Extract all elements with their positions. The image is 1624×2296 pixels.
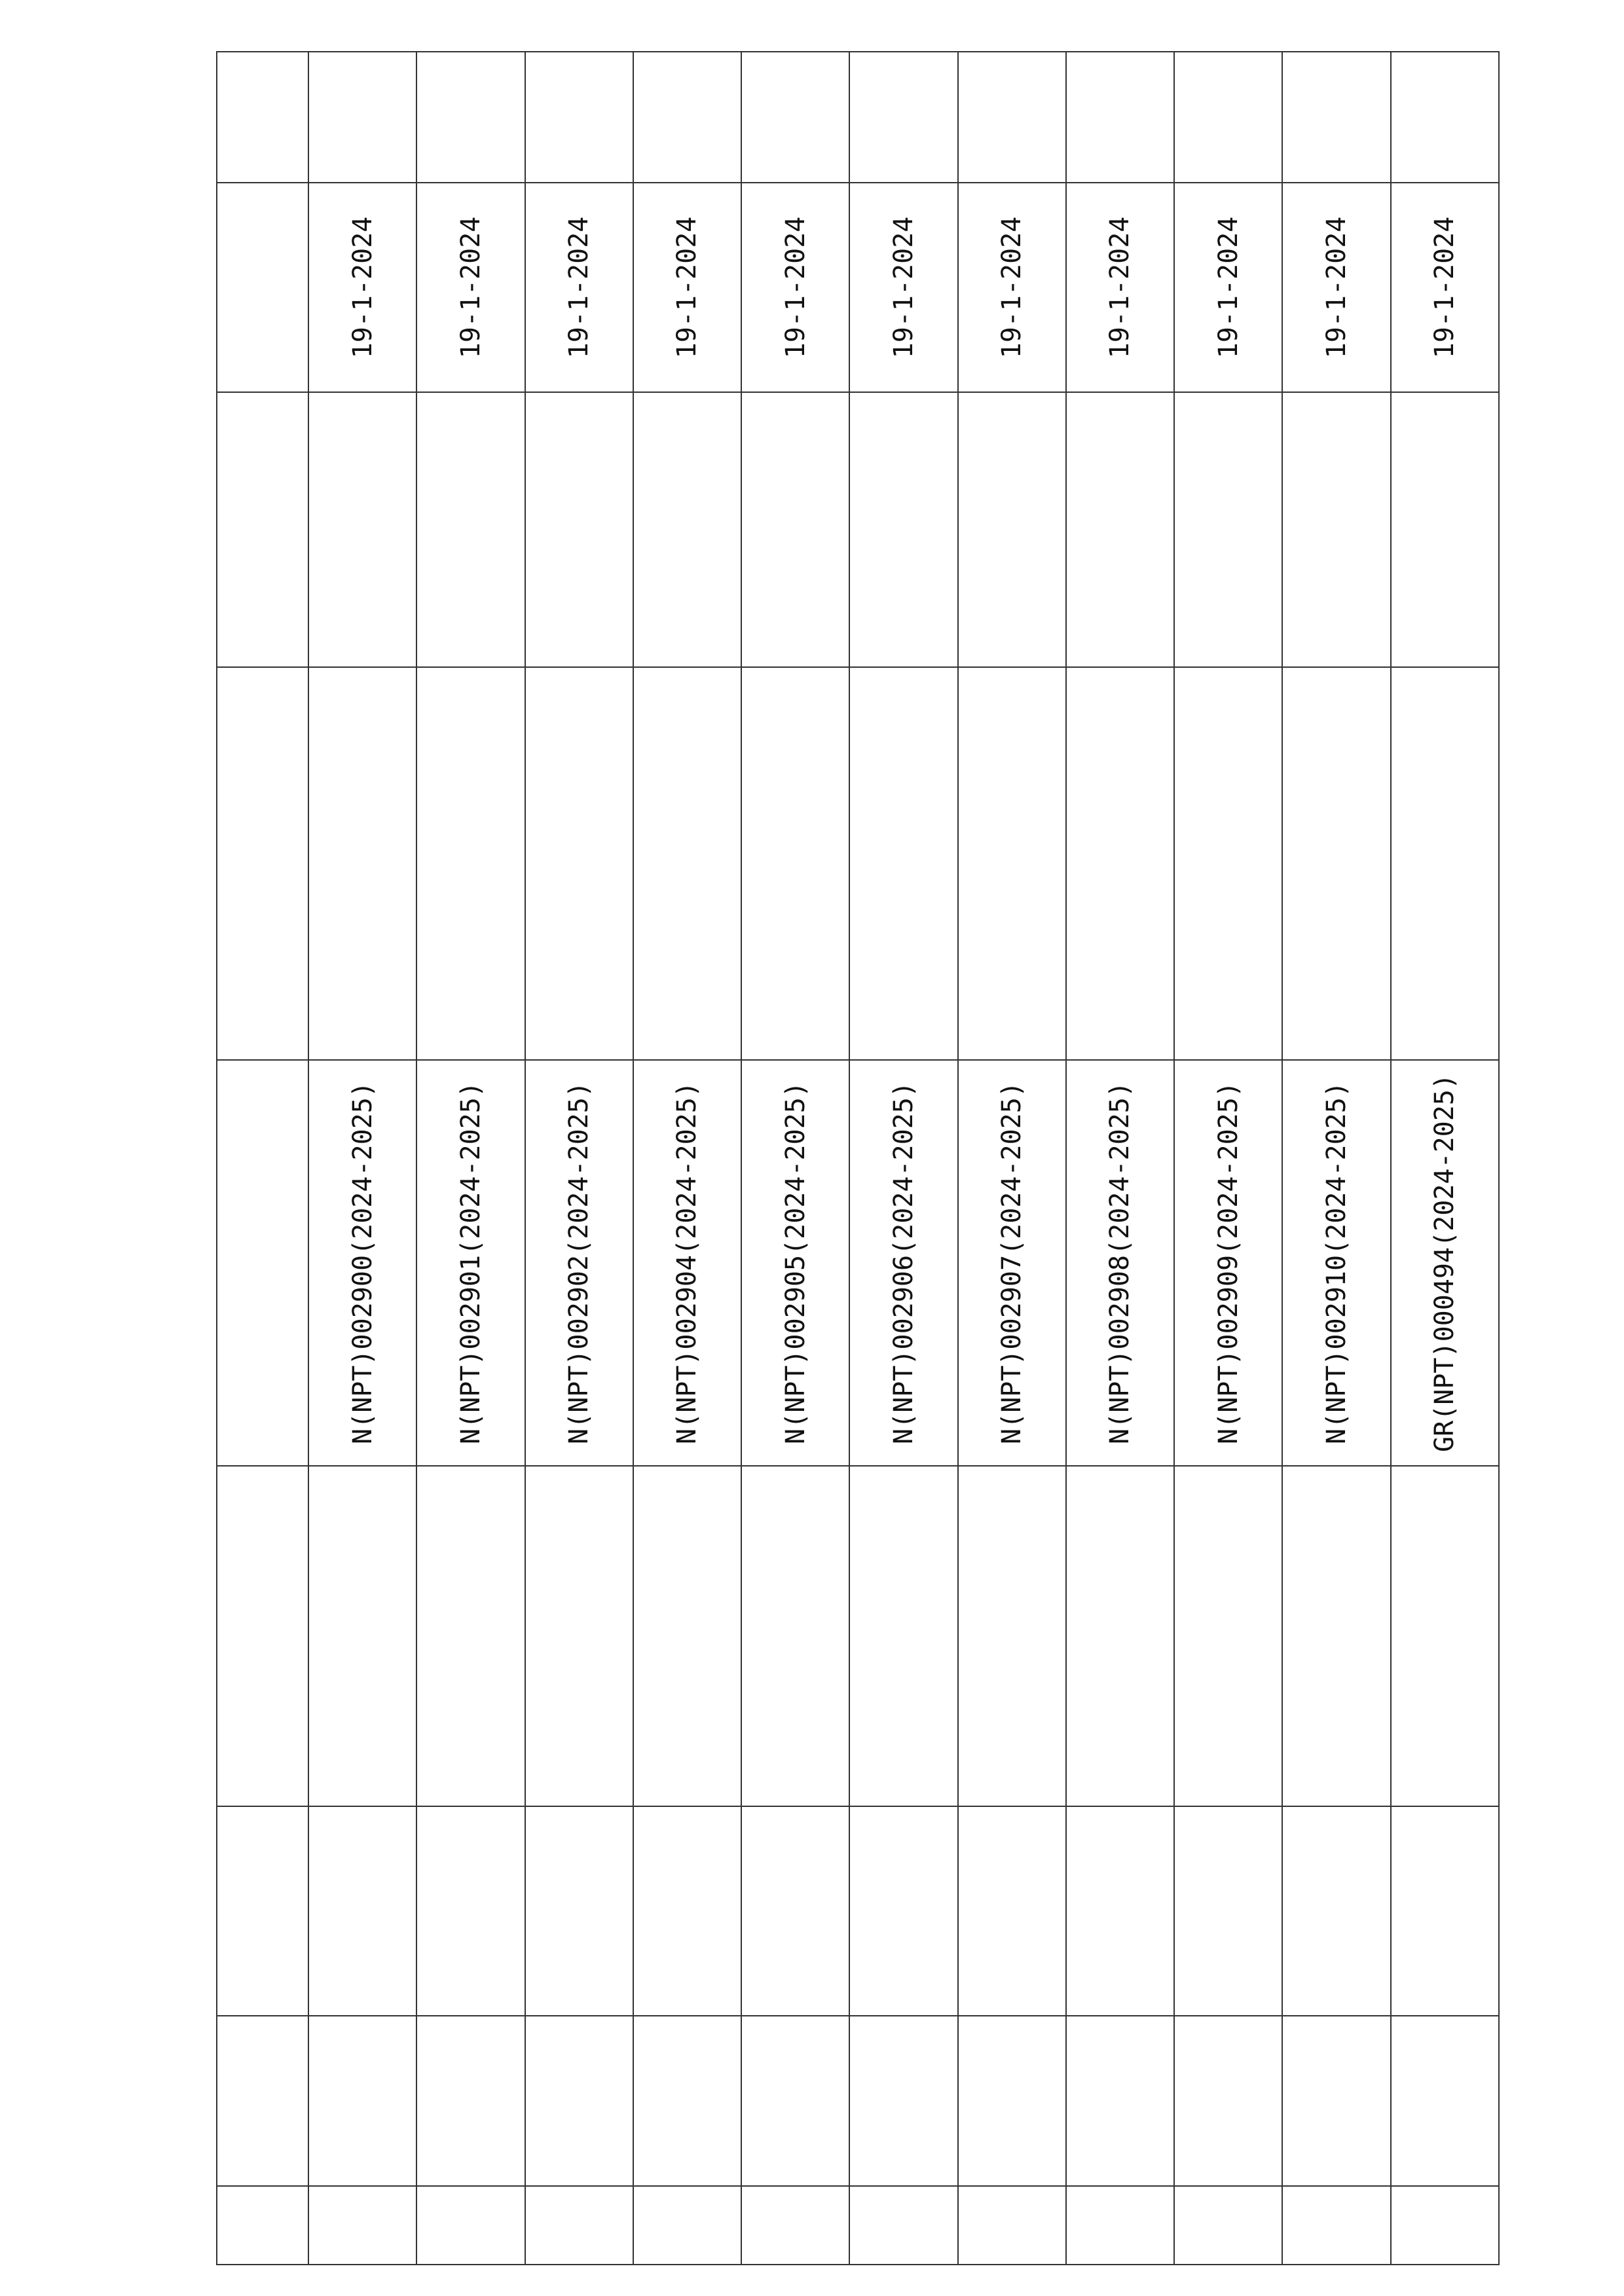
- rotated-page: [118, 52, 1513, 2265]
- table-cell: [1066, 2016, 1174, 2186]
- header-cell: [217, 392, 308, 667]
- table-cell: [1174, 1806, 1282, 2016]
- header-cell: [217, 183, 308, 392]
- table-cell: [416, 392, 525, 667]
- table-cell: [525, 2186, 633, 2265]
- table-cell: [958, 1806, 1066, 2016]
- table-cell: [741, 667, 849, 1060]
- table-row: [958, 52, 1066, 2265]
- table-cell: 19-1-2024: [416, 183, 525, 392]
- table-cell: 19-1-2024: [308, 183, 416, 392]
- header-cell: [217, 2186, 308, 2265]
- table-row: [416, 52, 525, 2265]
- table-cell: [741, 52, 849, 183]
- table-cell: [1066, 2186, 1174, 2265]
- table-cell: [525, 1466, 633, 1806]
- table-cell: [1391, 2016, 1499, 2186]
- table-cell: 19-1-2024: [1174, 183, 1282, 392]
- table-cell: [525, 1806, 633, 2016]
- table-cell: [633, 667, 741, 1060]
- table-row: [1174, 52, 1282, 2265]
- table-cell: [741, 2016, 849, 2186]
- table-row: [849, 52, 957, 2265]
- table-cell: N(NPT)002907(2024-2025): [958, 1060, 1066, 1466]
- table-cell: [633, 1466, 741, 1806]
- header-cell: [217, 1806, 308, 2016]
- table-cell: N(NPT)002905(2024-2025): [741, 1060, 849, 1466]
- document-title: [118, 52, 203, 2265]
- table-cell: [849, 1806, 957, 2016]
- table-cell: N(NPT)002910(2024-2025): [1282, 1060, 1390, 1466]
- table-cell: [1174, 1466, 1282, 1806]
- table-row: [308, 52, 416, 2265]
- header-cell: [217, 1060, 308, 1466]
- table-cell: 19-1-2024: [1282, 183, 1390, 392]
- table-cell: [1066, 667, 1174, 1060]
- table-cell: N(NPT)002908(2024-2025): [1066, 1060, 1174, 1466]
- table-cell: [1391, 667, 1499, 1060]
- table-cell: [1174, 667, 1282, 1060]
- table-cell: [308, 667, 416, 1060]
- header-cell: [217, 2016, 308, 2186]
- table-cell: [741, 1466, 849, 1806]
- table-cell: 19-1-2024: [958, 183, 1066, 392]
- table-cell: [1282, 392, 1390, 667]
- table-cell: [525, 667, 633, 1060]
- table-cell: N(NPT)002909(2024-2025): [1174, 1060, 1282, 1466]
- table-cell: [1066, 1466, 1174, 1806]
- table-cell: [741, 392, 849, 667]
- header-row: [217, 52, 308, 2265]
- header-cell: [217, 1466, 308, 1806]
- table-row: [741, 52, 849, 2265]
- table-cell: [741, 1806, 849, 2016]
- table-cell: [958, 1466, 1066, 1806]
- table-cell: [633, 2186, 741, 2265]
- table-cell: 19-1-2024: [1391, 183, 1499, 392]
- table-cell: [525, 2016, 633, 2186]
- table-row: [525, 52, 633, 2265]
- table-row: [1391, 52, 1499, 2265]
- table-cell: [416, 2016, 525, 2186]
- table-cell: [308, 1806, 416, 2016]
- table-cell: [1174, 392, 1282, 667]
- table-cell: N(NPT)002900(2024-2025): [308, 1060, 416, 1466]
- table-cell: [525, 392, 633, 667]
- table-cell: [633, 2016, 741, 2186]
- header-cell: [217, 52, 308, 183]
- table-cell: [849, 2016, 957, 2186]
- table-cell: [958, 392, 1066, 667]
- table-cell: [416, 667, 525, 1060]
- table-cell: [308, 2016, 416, 2186]
- table-cell: [958, 2186, 1066, 2265]
- table-cell: [416, 52, 525, 183]
- table-cell: [1391, 1466, 1499, 1806]
- table-cell: [633, 52, 741, 183]
- table-cell: [849, 2186, 957, 2265]
- table-cell: N(NPT)002901(2024-2025): [416, 1060, 525, 1466]
- table-cell: [1174, 2186, 1282, 2265]
- table-cell: [1174, 52, 1282, 183]
- table-cell: 19-1-2024: [633, 183, 741, 392]
- table-cell: [416, 1806, 525, 2016]
- table-cell: [1282, 52, 1390, 183]
- table-body: [308, 52, 1499, 2265]
- table-cell: [958, 2016, 1066, 2186]
- table-cell: [1066, 52, 1174, 183]
- table-cell: [416, 1466, 525, 1806]
- table-cell: [525, 52, 633, 183]
- table-cell: N(NPT)002902(2024-2025): [525, 1060, 633, 1466]
- registration-table: [216, 51, 1500, 2265]
- table-cell: [1282, 1806, 1390, 2016]
- table-cell: [308, 52, 416, 183]
- table-cell: [416, 2186, 525, 2265]
- table-cell: [1282, 1466, 1390, 1806]
- table-cell: GR(NPT)000494(2024-2025): [1391, 1060, 1499, 1466]
- table-cell: [633, 392, 741, 667]
- table-cell: [1282, 2186, 1390, 2265]
- table-cell: [1282, 2016, 1390, 2186]
- table-cell: [849, 392, 957, 667]
- table-cell: [849, 667, 957, 1060]
- table-cell: [1391, 2186, 1499, 2265]
- table-cell: [741, 2186, 849, 2265]
- table-cell: [958, 667, 1066, 1060]
- table-cell: N(NPT)002904(2024-2025): [633, 1060, 741, 1466]
- table-cell: [1174, 2016, 1282, 2186]
- table-cell: [1391, 52, 1499, 183]
- table-cell: [1066, 1806, 1174, 2016]
- table-cell: [849, 1466, 957, 1806]
- table-row: [633, 52, 741, 2265]
- table-cell: [1282, 667, 1390, 1060]
- table-cell: [1391, 1806, 1499, 2016]
- table-cell: [308, 392, 416, 667]
- table-cell: 19-1-2024: [741, 183, 849, 392]
- table-cell: [308, 1466, 416, 1806]
- table-cell: [849, 52, 957, 183]
- table-cell: [308, 2186, 416, 2265]
- table-cell: [1391, 392, 1499, 667]
- table-cell: [958, 52, 1066, 183]
- header-cell: [217, 667, 308, 1060]
- table-row: [1066, 52, 1174, 2265]
- table-cell: 19-1-2024: [1066, 183, 1174, 392]
- table-cell: [633, 1806, 741, 2016]
- table-row: [1282, 52, 1390, 2265]
- table-cell: N(NPT)002906(2024-2025): [849, 1060, 957, 1466]
- table-cell: 19-1-2024: [849, 183, 957, 392]
- table-cell: 19-1-2024: [525, 183, 633, 392]
- table-cell: [1066, 392, 1174, 667]
